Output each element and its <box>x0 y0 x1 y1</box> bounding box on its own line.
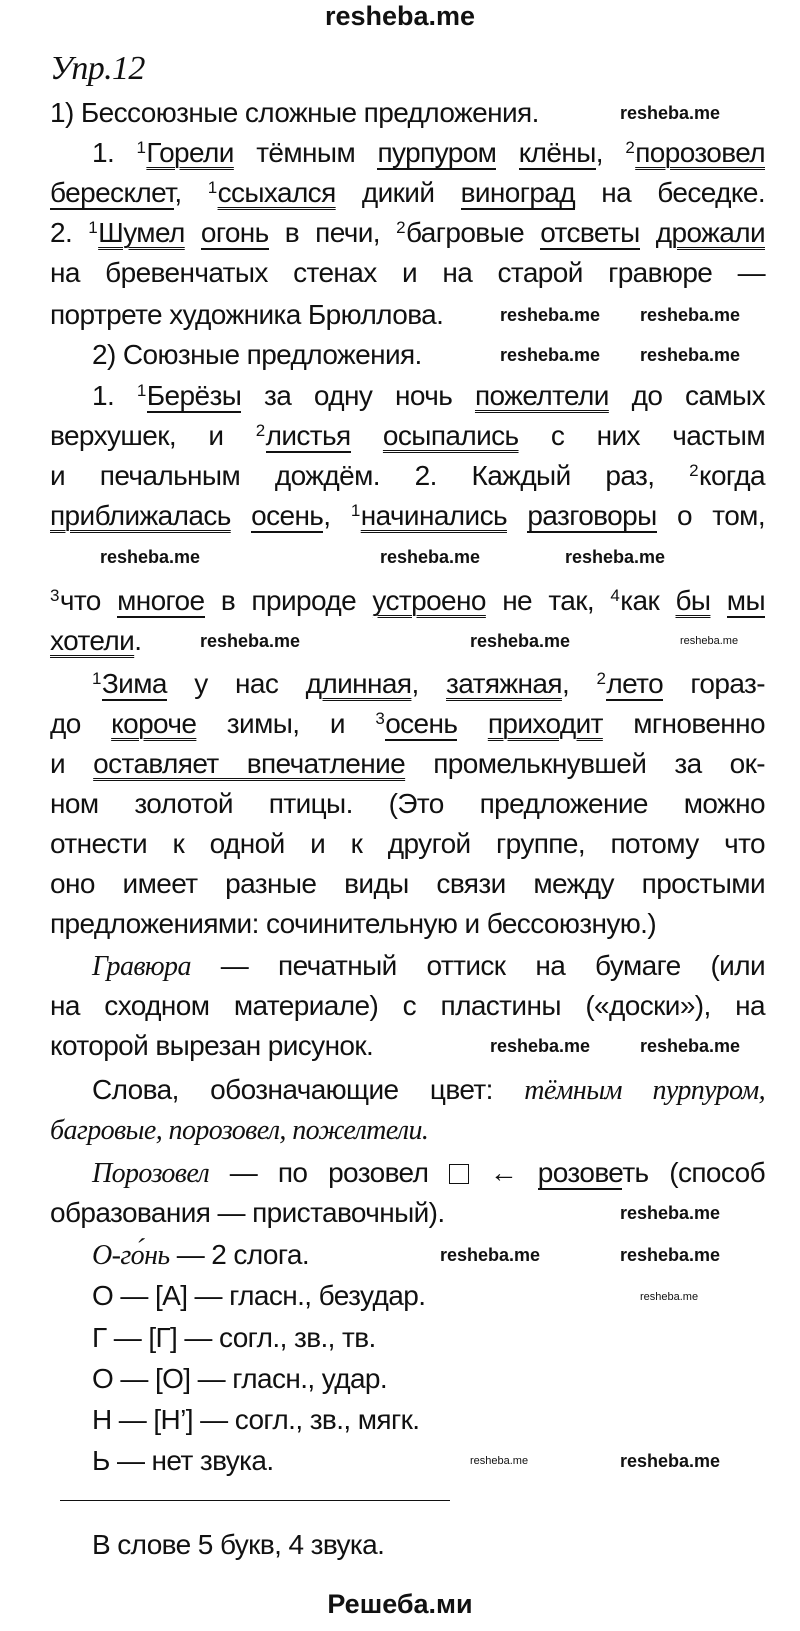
text-segment: в печи, <box>268 217 397 248</box>
underlined-word: Берёзы <box>146 380 242 411</box>
text-segment: зимы, и <box>196 708 376 739</box>
predicate-word: Шумел <box>98 217 185 248</box>
clause-number: 1 <box>92 669 101 688</box>
text-line <box>50 1112 765 1148</box>
italic-term: О-го́нь <box>92 1240 170 1271</box>
clause-number: 2 <box>689 461 698 480</box>
watermark: resheba.me <box>565 547 666 567</box>
clause-number: 4 <box>610 586 620 605</box>
underlined-word: бересклет <box>50 177 175 208</box>
underlined-word: мы <box>726 585 765 616</box>
exercise-title: Упр.12 <box>50 50 145 87</box>
text-line <box>92 135 765 171</box>
predicate-word: пожелтели <box>474 380 609 411</box>
text-line <box>92 948 765 984</box>
text-segment: В слове 5 букв, 4 звука. <box>92 1529 385 1560</box>
text-segment <box>496 137 518 168</box>
text-line <box>92 1402 765 1438</box>
predicate-word: дрожали <box>655 217 765 248</box>
text-line <box>92 1072 765 1108</box>
watermark: resheba.me <box>640 305 741 325</box>
text-line <box>50 706 765 742</box>
text-line <box>50 746 765 782</box>
text-segment: ном золотой птицы. (Это предложение можно <box>50 788 765 819</box>
predicate-word: оставляет впечатление <box>93 748 406 779</box>
predicate-word: затяжная <box>446 668 562 699</box>
text-segment: Г — [Г] — согл., зв., тв. <box>92 1322 376 1353</box>
text-segment: оно имеет разные виды связи между простыми <box>50 868 765 899</box>
clause-number: 2 <box>596 669 606 688</box>
text-segment: ← <box>469 1157 538 1188</box>
clause-number: 2 <box>255 421 265 440</box>
clause-number: 1 <box>350 501 360 520</box>
text-line <box>50 458 765 494</box>
text-segment: , <box>323 500 351 531</box>
text-segment: , <box>561 668 597 699</box>
text-line <box>92 666 765 702</box>
text-line <box>50 826 765 862</box>
text-segment: Ь — нет звука. <box>92 1445 274 1476</box>
text-segment: — печатный оттиск на бумаге (или <box>190 950 765 981</box>
text-segment: на беседке. <box>575 177 766 208</box>
text-segment: и <box>50 748 94 779</box>
clause-number: 1 <box>136 138 146 157</box>
text-segment: 1. <box>92 137 137 168</box>
predicate-word: приближалась <box>50 500 231 531</box>
watermark: resheba.me <box>620 103 721 123</box>
watermark: resheba.me <box>620 1245 721 1265</box>
text-segment: Н — [Н’] — согл., зв., мягк. <box>92 1404 420 1435</box>
clause-number: 2 <box>396 218 405 237</box>
text-segment: Слова, обозначающие цвет: <box>92 1074 525 1105</box>
text-segment: о том, <box>656 500 766 531</box>
italic-term: тёмным пурпуром, <box>524 1075 766 1106</box>
underlined-word: виноград <box>460 177 576 208</box>
text-segment: на бревенчатых стенах и на старой гравюре — <box>50 257 765 288</box>
text-line <box>92 378 765 414</box>
text-line <box>50 583 765 619</box>
text-segment: , <box>174 177 208 208</box>
text-segment: отнести к одной и к другой группе, потому что <box>50 828 765 859</box>
watermark: resheba.me <box>620 1203 721 1223</box>
text-segment <box>185 217 201 248</box>
watermark-small: resheba.me <box>680 635 739 647</box>
predicate-word: осыпались <box>382 420 519 451</box>
text-line <box>50 255 765 291</box>
text-segment <box>507 500 527 531</box>
text-segment: ть (способ <box>622 1157 765 1188</box>
text-segment: не так, <box>485 585 611 616</box>
predicate-word: Горели <box>146 137 234 168</box>
watermark: resheba.me <box>380 547 481 567</box>
text-segment: у нас <box>166 668 306 699</box>
site-header: resheba.me <box>324 1 476 31</box>
clause-number: 3 <box>375 709 385 728</box>
text-segment: 1) Бессоюзные сложные предложения. <box>50 97 539 128</box>
underlined-word: пурпуром <box>377 137 497 168</box>
text-line <box>50 498 765 534</box>
watermark: resheba.me <box>200 631 301 651</box>
text-line <box>50 786 765 822</box>
text-segment <box>351 420 383 451</box>
watermark-small: resheba.me <box>470 1455 529 1467</box>
text-segment: когда <box>698 460 765 491</box>
text-segment: верхушек, и <box>50 420 256 451</box>
text-segment: дикий <box>335 177 461 208</box>
text-segment: , <box>595 137 626 168</box>
text-line <box>92 1320 765 1356</box>
clause-number: 1 <box>136 381 146 400</box>
predicate-word: ссыхался <box>217 177 336 208</box>
text-segment: О — [А] — гласн., безудар. <box>92 1280 426 1311</box>
text-segment: с них частым <box>518 420 765 451</box>
watermark: resheba.me <box>500 345 601 365</box>
clause-number: 2 <box>625 138 635 157</box>
watermark: resheba.me <box>640 345 741 365</box>
text-segment: и печальным дождём. 2. Каждый раз, <box>50 460 690 491</box>
text-segment: за одну ночь <box>241 380 475 411</box>
underlined-word: листья <box>265 420 351 451</box>
text-line <box>50 215 765 251</box>
underlined-word: осень <box>385 708 458 739</box>
underlined-word: многое <box>117 585 205 616</box>
site-footer: Решеба.ми <box>327 1589 473 1619</box>
text-segment: до самых <box>608 380 765 411</box>
underlined-word: отсветы <box>540 217 640 248</box>
text-line <box>50 866 765 902</box>
predicate-word: короче <box>111 708 197 739</box>
clause-number: 3 <box>50 586 59 605</box>
text-line <box>50 418 765 454</box>
watermark: resheba.me <box>500 305 601 325</box>
text-segment: , <box>411 668 447 699</box>
text-line <box>50 988 765 1024</box>
text-line <box>50 906 765 942</box>
italic-term: Гравюра <box>92 951 191 982</box>
divider <box>60 1500 450 1501</box>
predicate-word: хотели <box>50 625 135 656</box>
text-line <box>50 623 765 659</box>
text-segment: образования — приставочный). <box>50 1197 445 1228</box>
underlined-word: разговоры <box>527 500 657 531</box>
text-segment: 1. <box>92 380 137 411</box>
predicate-word: приходит <box>487 708 603 739</box>
predicate-word: устроено <box>372 585 486 616</box>
text-segment <box>457 708 487 739</box>
underlined-word: огонь <box>200 217 269 248</box>
underlined-word: лето <box>606 668 664 699</box>
text-segment: предложениями: сочинительную и бессоюзную.) <box>50 908 657 939</box>
text-segment: 2) Союзные предложения. <box>92 339 422 370</box>
text-segment: которой вырезан рисунок. <box>50 1030 374 1061</box>
text-line <box>92 1155 765 1191</box>
text-segment: — по розовел <box>209 1157 450 1188</box>
text-segment: что <box>59 585 118 616</box>
text-segment: мгновенно <box>602 708 765 739</box>
text-segment: багровые <box>405 217 541 248</box>
text-segment: на сходном материале) с пластины («доски»), на <box>50 990 765 1021</box>
text-segment: О — [О] — гласн., удар. <box>92 1363 388 1394</box>
underlined-word: клёны <box>518 137 596 168</box>
text-segment: тёмным <box>233 137 378 168</box>
text-segment <box>640 217 656 248</box>
text-line <box>92 1527 765 1563</box>
text-segment: в природе <box>204 585 373 616</box>
predicate-word: начинались <box>360 500 507 531</box>
clause-number: 1 <box>207 178 217 197</box>
underlined-word: Зима <box>101 668 167 699</box>
predicate-word: длинная <box>305 668 412 699</box>
watermark: resheba.me <box>490 1036 591 1056</box>
text-segment: портрете художника Брюллова. <box>50 299 444 330</box>
text-segment: как <box>620 585 676 616</box>
watermark: resheba.me <box>640 1036 741 1056</box>
watermark: resheba.me <box>440 1245 541 1265</box>
watermark: resheba.me <box>620 1451 721 1471</box>
text-segment: 2. <box>50 217 89 248</box>
predicate-word: порозовел <box>635 137 765 168</box>
text-line <box>92 1361 765 1397</box>
text-segment <box>710 585 726 616</box>
italic-term: Порозовел <box>92 1158 210 1189</box>
text-segment: . <box>134 625 142 656</box>
zero-ending-box <box>449 1164 469 1184</box>
text-segment: промелькнувшей за ок- <box>405 748 765 779</box>
underlined-word: розове <box>537 1157 623 1188</box>
watermark: resheba.me <box>100 547 201 567</box>
predicate-word: бы <box>675 585 711 616</box>
italic-term: багровые, порозовел, пожелтели. <box>50 1115 429 1146</box>
text-segment: гораз- <box>663 668 765 699</box>
text-segment <box>231 500 251 531</box>
watermark: resheba.me <box>470 631 571 651</box>
text-segment: — 2 слога. <box>169 1239 309 1270</box>
clause-number: 1 <box>88 218 98 237</box>
underlined-word: осень <box>251 500 324 531</box>
watermark-small: resheba.me <box>640 1291 699 1303</box>
text-line <box>50 175 765 211</box>
text-segment: до <box>50 708 112 739</box>
